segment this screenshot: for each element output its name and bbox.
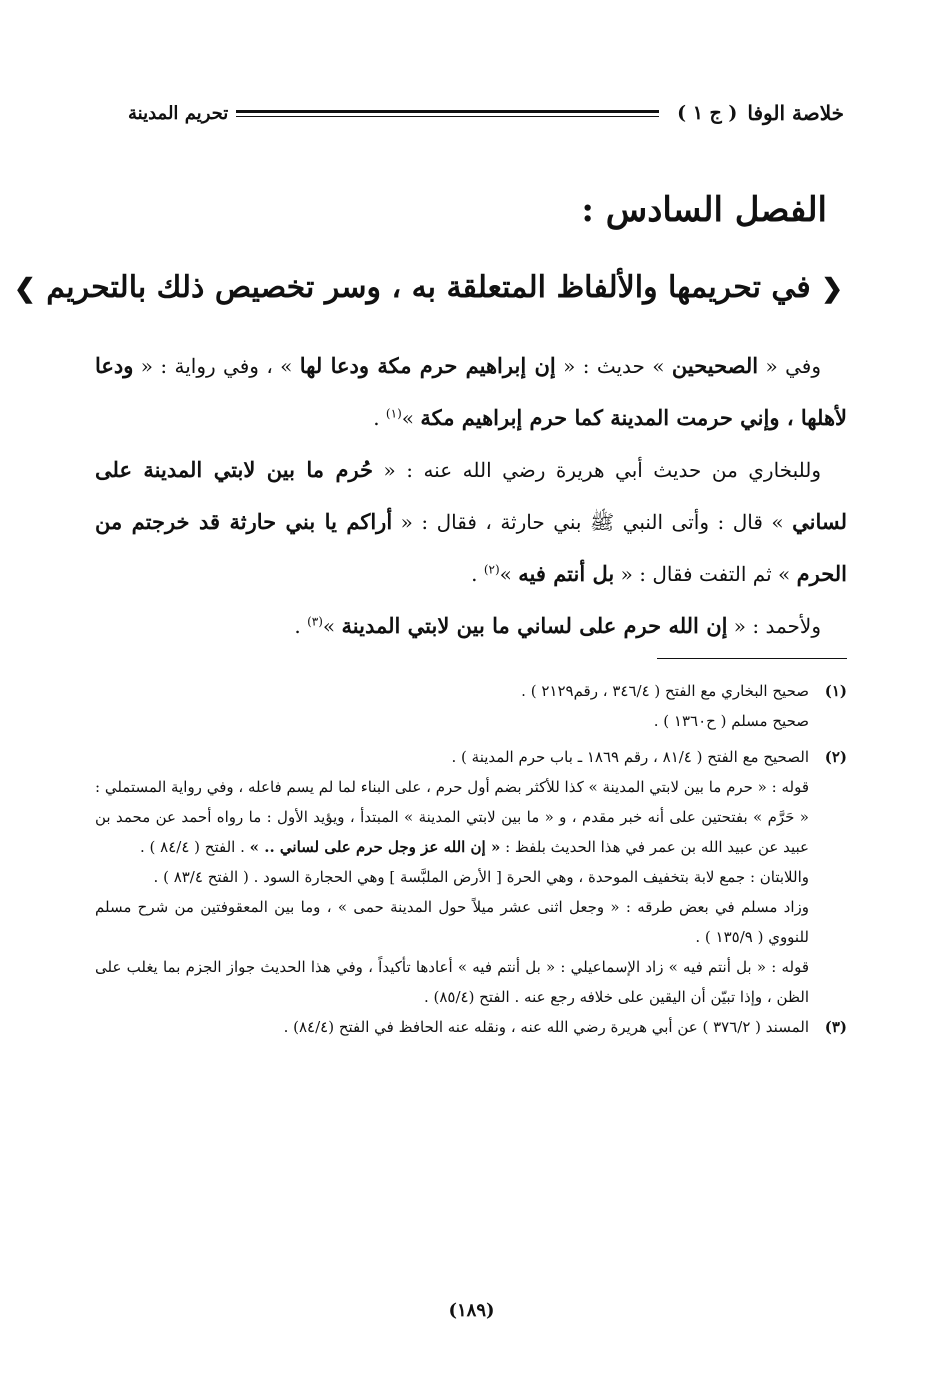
chapter-name: تحريم المدينة	[128, 102, 229, 124]
paragraph-3: ولأحمد : « إن الله حرم على لساني ما بين لابتي المدينة »$^{(٣)}$ .	[294, 613, 821, 638]
footnote-ref-3[interactable]: (٣)	[307, 614, 323, 629]
main-text	[95, 340, 847, 652]
chapter-title: الفصل السادس :	[581, 190, 827, 230]
book-title: خلاصة الوفا	[747, 101, 844, 125]
ornament-left-icon: ❯	[14, 274, 36, 304]
footnote-separator	[657, 658, 847, 659]
volume-label: ( ج ١ )	[677, 102, 738, 124]
paragraph-1: وفي « الصحيحين » حديث : « إن إبراهيم حرم مكة ودعا لها » ، وفي رواية : « ودعا لأهلها ، وإني حرمت المدينة كما حرم إبراهيم مكة »$^{(١)}$ .	[95, 353, 847, 430]
footnote-ref-1[interactable]: (١)	[385, 406, 402, 421]
footnotes	[95, 676, 847, 1042]
paragraph-2: وللبخاري من حديث أبي هريرة رضي الله عنه : « حُرم ما بين لابتي المدينة على لساني » قال : وأتى النبي ﷺ بني حارثة ، فقال : « أراكم يا بني حارثة قد خرجتم من الحرم » ثم التفت فقال : « بل أنتم فيه »$^{(٢)}$ .	[95, 457, 847, 586]
page-number: (١٨٩)	[448, 1300, 495, 1321]
subtitle-text: في تحريمها والألفاظ المتعلقة به ، وسر تخصيص ذلك بالتحريم	[46, 270, 811, 305]
footnote-number: (٣)	[824, 1018, 847, 1036]
footnote-2: (٢) الصحيح مع الفتح ( ٨١/٤ ، رقم ١٨٦٩ ـ باب حرم المدينة ) . قوله : « حرم ما بين لابتي المدينة » كذا للأكثر بضم أول حرم ، على البناء لما لم يسم فاعله ، وفي رواية المستملي : « حَرَّم » بفتحتين على أنه خبر مقدم ، و « ما بين لابتي المدينة » المبتدأ ، ويؤيد الأول : ما رواه أحمد عن محمد بن عبيد عن عبيد الله بن عمر في هذا الحديث بلفظ : « إن الله عز وجل حرم على لساني .. » . الفتح ( ٨٤/٤ ) . واللابتان : جمع لابة بتخفيف الموحدة ، وهي الحرة [ الأرض الملبَّسة ] وهي الحجارة السود . ( الفتح ٨٣/٤ ) . وزاد مسلم في بعض طرقه : « وجعل اثنى عشر ميلاً حول المدينة حمى » ، وما بين المعقوفتين من شرح مسلم للنووي ( ١٣٥/٩ ) . قوله : « بل أنتم فيه » زاد الإسماعيلي : « بل أنتم فيه » أعادها تأكيداً ، وفي هذا الحديث جواز الجزم بما يغلب على الظن ، وإذا تبيّن أن اليقين على خلافه رجع عنه . الفتح (٨٥/٤) .	[95, 742, 847, 1012]
footnote-1: (١) صحيح البخاري مع الفتح ( ٣٤٦/٤ ، رقم٢١٢٩ ) . صحيح مسلم ( ح١٣٦٠ ) .	[95, 676, 847, 736]
header-rule	[236, 110, 659, 117]
footnote-3: (٣) المسند ( ٣٧٦/٢ ) عن أبي هريرة رضي الله عنه ، ونقله عنه الحافظ في الفتح (٨٤/٤) .	[95, 1012, 847, 1042]
footnote-ref-2[interactable]: (٢)	[483, 562, 500, 577]
ornament-right-icon: ❮	[821, 274, 843, 304]
chapter-subtitle	[14, 270, 843, 305]
footnote-number: (٢)	[824, 748, 847, 766]
running-header	[128, 96, 844, 130]
footnote-number: (١)	[824, 682, 847, 700]
